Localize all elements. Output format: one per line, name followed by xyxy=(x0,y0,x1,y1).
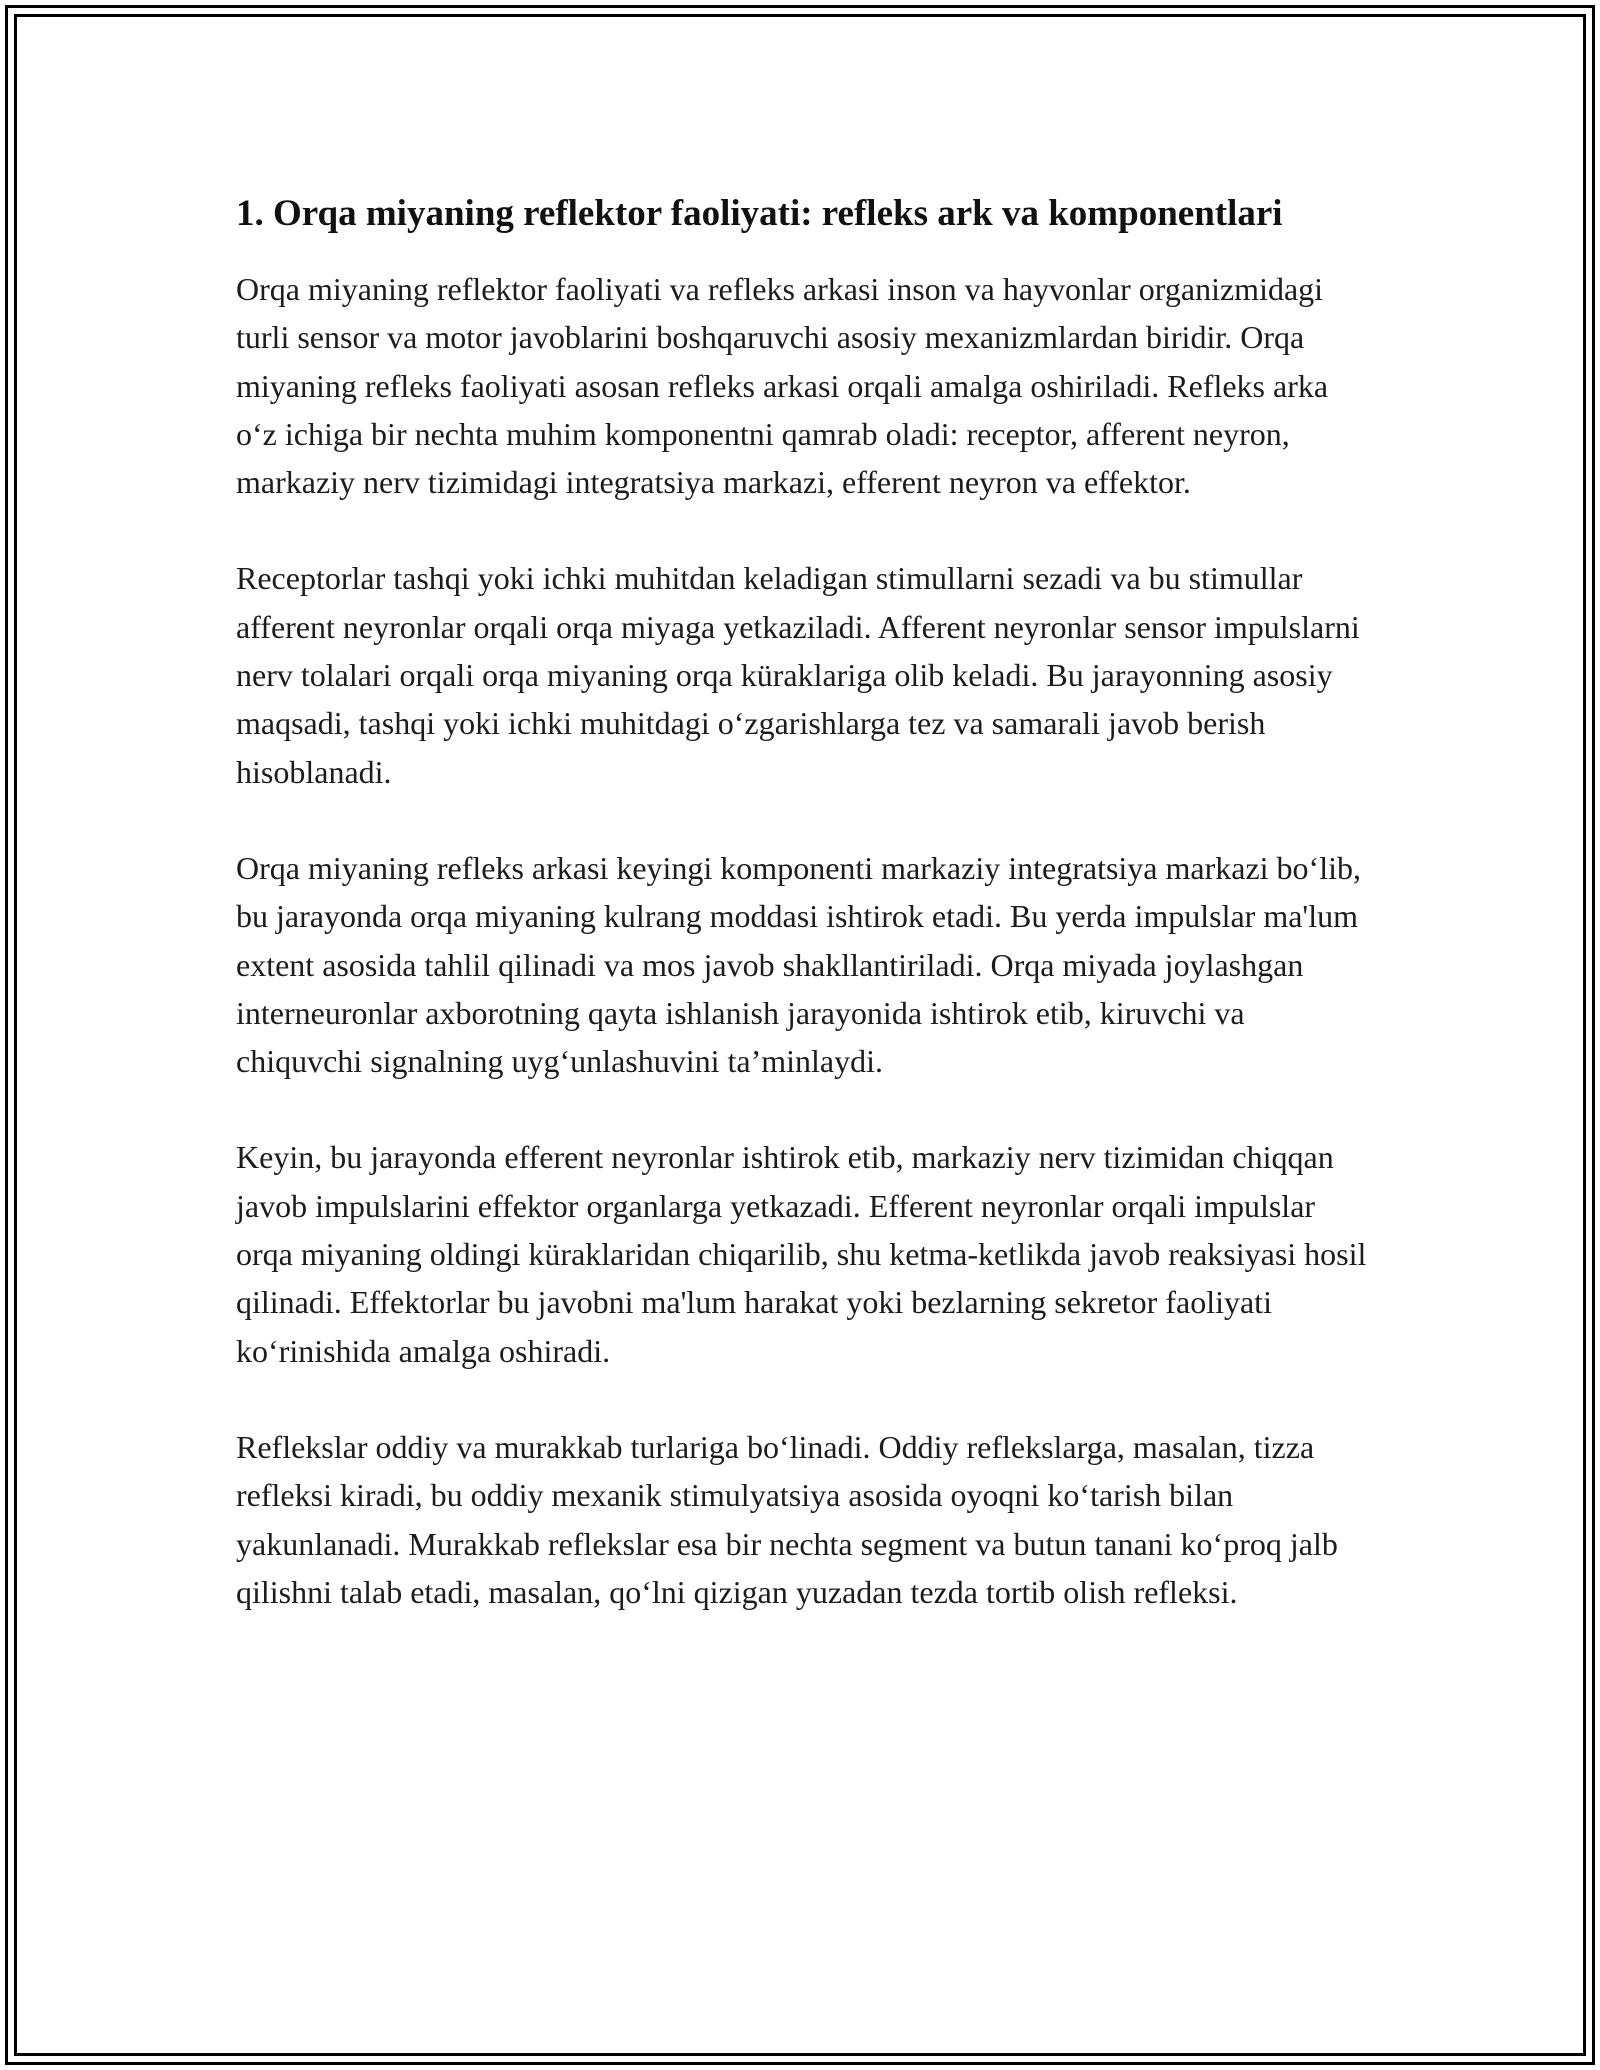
document-body xyxy=(236,186,1376,1664)
paragraph-3: Orqa miyaning refleks arkasi keyingi komponenti markaziy integratsiya markazi bo‘lib, bu jarayonda orqa miyaning kulrang moddasi ishtirok etadi. Bu yerda impulslar ma'lum extent asosida tahlil qilinadi va mos javob shakllantiriladi. Orqa miyada joylashgan interneuronlar axborotning qayta ishlanish jarayonida ishtirok etib, kiruvchi va chiquvchi signalning uyg‘unlashuvini ta’minlaydi. xyxy=(236,849,1361,1080)
paragraph-1: Orqa miyaning reflektor faoliyati va refleks arkasi inson va hayvonlar organizmidagi turli sensor va motor javoblarini boshqaruvchi asosiy mexanizmlardan biridir. Orqa miyaning refleks faoliyati asosan refleks arkasi orqali amalga oshiriladi. Refleks arka o‘z ichiga bir nechta muhim komponentni qamrab oladi: receptor, afferent neyron, markaziy nerv tizimidagi integratsiya markazi, efferent neyron va effektor. xyxy=(236,271,1329,501)
section-heading: 1. Orqa miyaning reflektor faoliyati: refleks ark va komponentlari xyxy=(236,193,1283,234)
paragraph-4: Keyin, bu jarayonda efferent neyronlar ishtirok etib, markaziy nerv tizimidan chiqqan javob impulslarini effektor organlarga yetkazadi. Efferent neyronlar orqali impulslar orqa miyaning oldingi küraklaridan chiqarilib, shu ketma-ketlikda javob reaksiyasi hosil qilinadi. Effektorlar bu javobni ma'lum harakat yoki bezlarning sekretor faoliyati ko‘rinishida amalga oshiradi. xyxy=(236,1139,1367,1369)
paragraph-2: Receptorlar tashqi yoki ichki muhitdan keladigan stimullarni sezadi va bu stimullar afferent neyronlar orqali orqa miyaga yetkaziladi. Afferent neyronlar sensor impulslarni nerv tolalari orqali orqa miyaning orqa küraklariga olib keladi. Bu jarayonning asosiy maqsadi, tashqi yoki ichki muhitdagi o‘zgarishlarga tez va samarali javob berish hisoblanadi. xyxy=(236,560,1360,790)
paragraph-5: Reflekslar oddiy va murakkab turlariga bo‘linadi. Oddiy reflekslarga, masalan, tizza refleksi kiradi, bu oddiy mexanik stimulyatsiya asosida oyoqni ko‘tarish bilan yakunlanadi. Murakkab reflekslar esa bir nechta segment va butun tanani ko‘proq jalb qilishni talab etadi, masalan, qo‘lni qizigan yuzadan tezda tortib olish refleksi. xyxy=(236,1428,1338,1610)
